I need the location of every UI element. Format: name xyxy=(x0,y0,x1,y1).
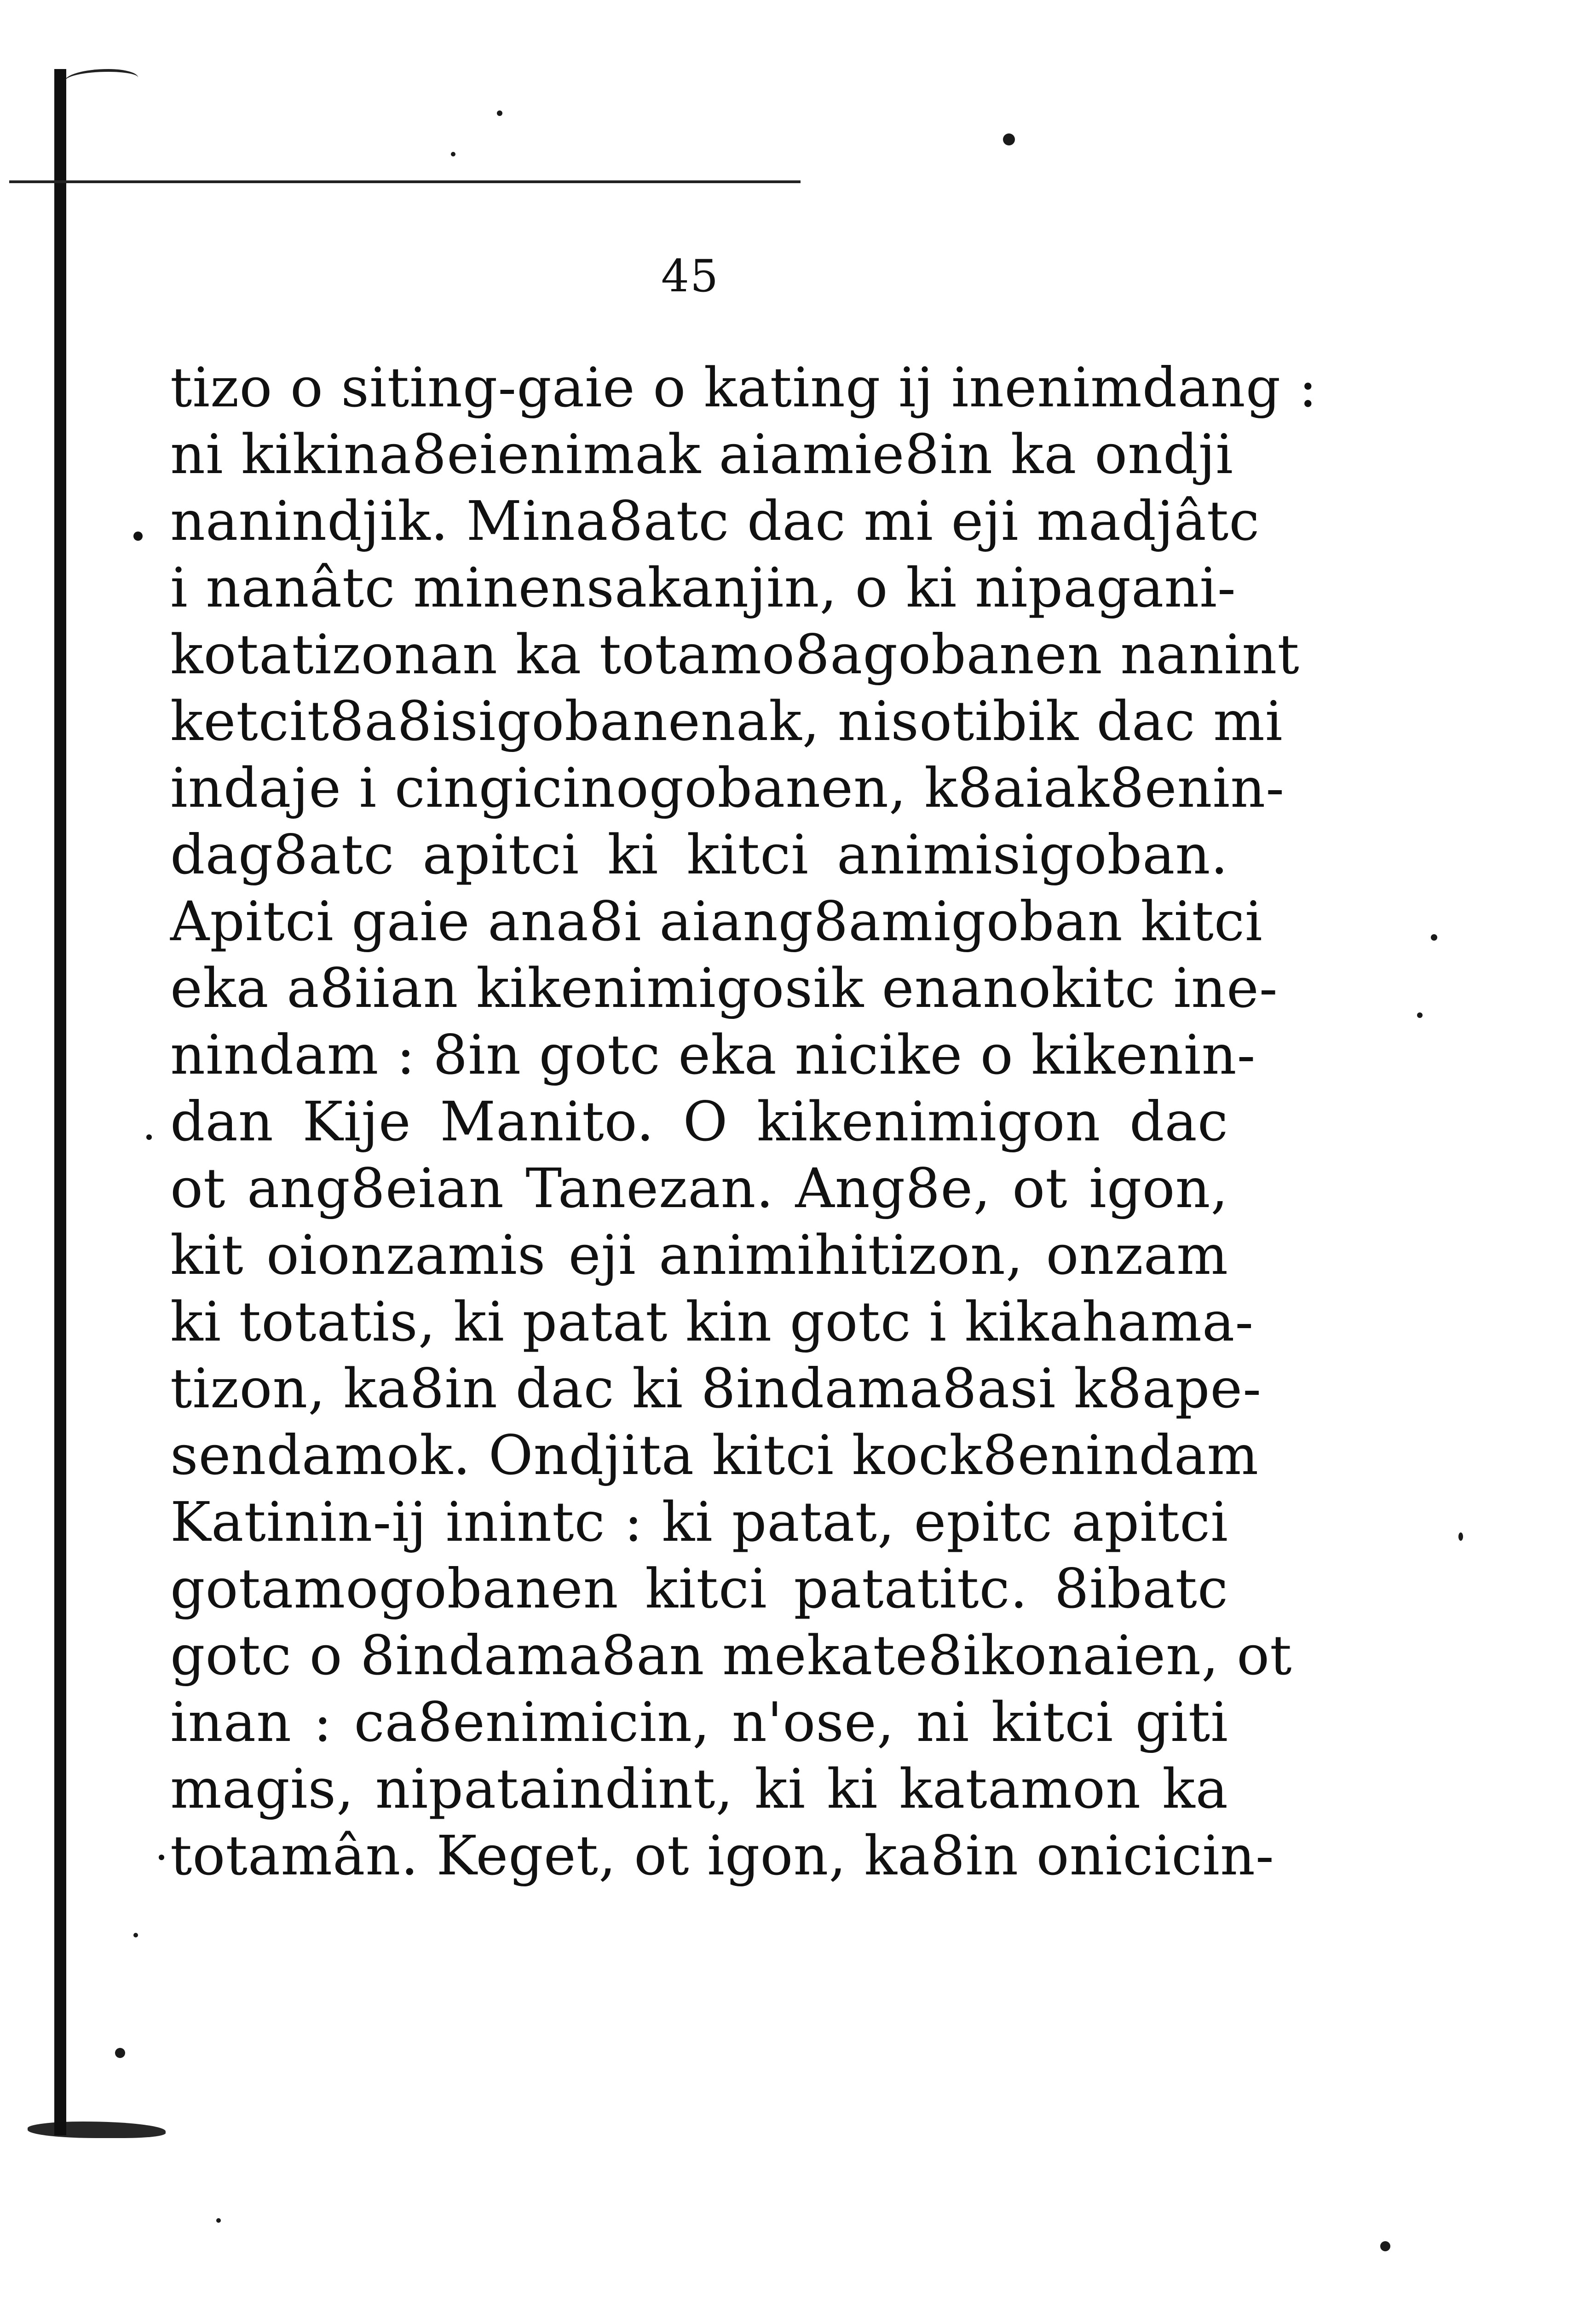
text-line: ni kikina8eienimak aiamie8in ka ondji xyxy=(170,422,1234,486)
text-line: Apitci gaie ana8i aiang8amigoban kitci xyxy=(170,890,1263,953)
text-line: tizo o siting-gaie o kating ij inenimdang : xyxy=(170,356,1318,419)
text-line: gotc o 8indama8an mekate8ikonaien, ot xyxy=(170,1624,1292,1687)
text-line: kit oionzamis eji animihitizon, onzam xyxy=(170,1223,1228,1287)
text-line: kotatizonan ka totamo8agobanen nanint xyxy=(170,623,1300,686)
body-text xyxy=(170,354,1318,1889)
binding-top-mark xyxy=(64,69,138,90)
header-rule xyxy=(9,180,801,183)
text-line: nindam : 8in gotc eka nicike o kikenin- xyxy=(170,1023,1256,1087)
text-line: indaje i cingicinogobanen, k8aiak8enin- xyxy=(170,756,1285,820)
scan-speck xyxy=(133,1933,138,1937)
text-line: eka a8iian kikenimigosik enanokitc ine- xyxy=(170,956,1278,1020)
text-line: ketcit8a8isigobanenak, nisotibik dac mi xyxy=(170,689,1283,753)
text-line: totamân. Keget, ot igon, ka8in onicicin- xyxy=(170,1824,1274,1887)
scan-speck xyxy=(115,2048,125,2058)
text-line: nanindjik. Mina8atc dac mi eji madjâtc xyxy=(170,489,1260,553)
text-line: ot ang8eian Tanezan. Ang8e, ot igon, xyxy=(170,1156,1228,1220)
text-line: dag8atc apitci ki kitci animisigoban. xyxy=(170,823,1228,886)
scan-speck xyxy=(451,152,455,156)
text-line: magis, nipataindint, ki ki katamon ka xyxy=(170,1757,1228,1821)
margin-bullet xyxy=(133,532,143,541)
text-line: ki totatis, ki patat kin gotc i kikahama- xyxy=(170,1290,1254,1353)
scan-speck xyxy=(1380,2241,1390,2251)
text-line: tizon, ka8in dac ki 8indama8asi k8ape- xyxy=(170,1357,1262,1420)
text-line: i nanâtc minensakanjin, o ki nipagani- xyxy=(170,556,1236,619)
scan-speck xyxy=(497,110,502,116)
scan-speck xyxy=(216,2218,221,2223)
text-line: sendamok. Ondjita kitci kock8enindam xyxy=(170,1423,1259,1487)
margin-bullet xyxy=(146,1134,152,1140)
text-line: Katinin-ij inintc : ki patat, epitc apitci xyxy=(170,1490,1228,1554)
binding-edge xyxy=(54,69,66,2135)
text-line: gotamogobanen kitci patatitc. 8ibatc xyxy=(170,1557,1228,1620)
margin-bullet xyxy=(159,1855,164,1860)
text-line: inan : ca8enimicin, n'ose, ni kitci giti xyxy=(170,1690,1228,1754)
binding-foot-mark xyxy=(28,2122,166,2138)
scan-speck xyxy=(1417,1012,1423,1018)
scan-speck xyxy=(1003,133,1015,145)
text-line: dan Kije Manito. O kikenimigon dac xyxy=(170,1090,1228,1153)
scan-speck xyxy=(1431,934,1437,941)
scan-speck xyxy=(1458,1532,1463,1541)
page-number: 45 xyxy=(661,250,720,302)
